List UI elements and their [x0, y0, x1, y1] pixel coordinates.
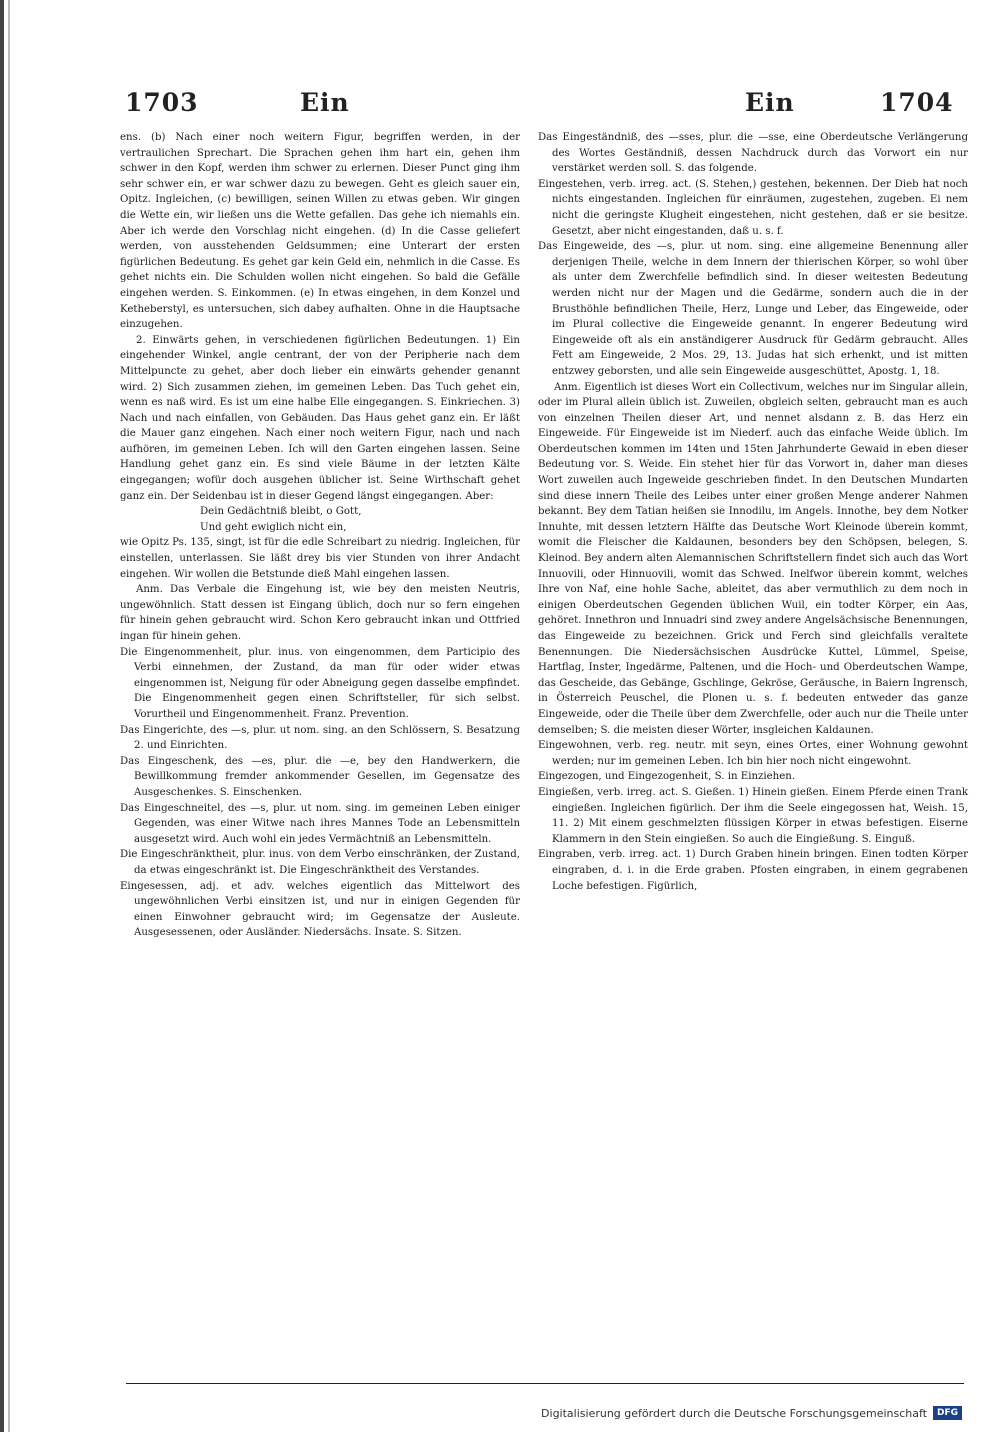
dictionary-entry: Das Eingerichte, des —s, plur. ut nom. sing. an den Schlössern, S. Besatzung 2. und Einrichten.: [120, 724, 520, 752]
page-number-right: 1704: [880, 88, 954, 117]
dictionary-entry: Eingießen, verb. irreg. act. S. Gießen. 1) Hinein gießen. Einem Pferde einen Trank eingießen. Ingleichen figürlich. Der ihm die Seele eingegossen hat, Weish. 15, 11. 2) Mit einem geschmelzten flüssigen Körper in etwas befestigen. Eiserne Klammern in den Stein eingießen. So auch die Eingießung. S. Einguß.: [538, 786, 968, 845]
dictionary-entry: Eingezogen, und Eingezogenheit, S. in Einziehen.: [538, 771, 796, 783]
running-head-right: Ein: [745, 88, 795, 117]
scan-edge: [0, 0, 4, 1432]
dictionary-entry: Eingewohnen, verb. reg. neutr. mit seyn, eines Ortes, einer Wohnung gewohnt werden; nur im gemeinen Leben. Ich bin hier noch nicht eingewohnt.: [538, 740, 968, 767]
running-head-left: Ein: [300, 88, 350, 117]
dictionary-entry: Das Eingeschneitel, des —s, plur. ut nom. sing. im gemeinen Leben einiger Gegenden, was einer Witwe nach ihres Mannes Tode an Lebensmitteln ausgesetzt wird. Auch wohl ein jedes Vermächtniß an Lebensmitteln.: [120, 802, 520, 845]
left-column: [120, 130, 520, 941]
bottom-rule: [126, 1383, 964, 1384]
scan-edge-shadow: [8, 0, 10, 1432]
verse-quote: [120, 504, 520, 535]
dictionary-entry: Die Eingeschränktheit, plur. inus. von dem Verbo einschränken, der Zustand, da etwas eingeschränkt ist. Die Eingeschränktheit des Verstandes.: [120, 849, 520, 876]
dictionary-entry: Eingesessen, adj. et adv. welches eigentlich das Mittelwort des ungewöhnlichen Verbi einsitzen ist, und nur in einigen Gegenden für einen Einwohner gebraucht wird; im Gegensatze der Ausleute. Ausgesessenen, oder Ausländer. Niedersächs. Insate. S. Sitzen.: [120, 880, 520, 939]
annotation: Anm. Das Verbale die Eingehung ist, wie bey den meisten Neutris, ungewöhnlich. Statt dessen ist Eingang üblich, doch nur so fern eingehen für hinein gehen gebraucht wird. Schon Kero gebraucht inkan und Ottfried ingan für hinein gehen.: [120, 584, 520, 642]
dictionary-entry: Das Eingeschenk, des —es, plur. die —e, bey den Handwerkern, die Bewillkommung fremder ankommender Gesellen, im Gegensatze des Ausgeschenkes. S. Einschenken.: [120, 755, 520, 798]
footer-credit: [541, 1406, 962, 1420]
paragraph: ens. (b) Nach einer noch weitern Figur, begriffen werden, in der vertraulichen Sprechart. Die Sprachen gehen ihm hart ein, gehen ihm schwer in den Kopf, werden ihm schwer zu erlernen. Dieser Punct ging ihm sehr schwer ein, er war schwer dazu zu bewegen. Geht es gleich sauer ein, Opitz. Ingleichen, (c) bewilligen, seinen Willen zu etwas geben. Wir gingen die Wette ein, wir ließen uns die Wette gefallen. Das gehe ich niemahls ein. Aber ich werde den Vorschlag nicht eingehen. (d) In die Casse geliefert werden, von ausstehenden Geldsummen; eine Unterart der ersten figürlichen Bedeutung. Es gehet gar kein Geld ein, nehmlich in die Casse. Es gehet nichts ein. Die Schulden wollen nicht eingehen. So bald die Gefälle eingehen werden. S. Einkommen. (e) In etwas eingehen, in dem Konzel und Ketheberstyl, es untersuchen, sich dabey aufhalten. Ohne in die Hauptsache einzugehen.: [120, 132, 520, 331]
page-number-left: 1703: [125, 88, 199, 117]
paragraph: 2. Einwärts gehen, in verschiedenen figürlichen Bedeutungen. 1) Ein eingehender Winkel, angle centrant, der von der Peripherie nach dem Mittelpuncte zu gehet, aber doch lieber ein einwärts gehender genannt wird. 2) Sich zusammen ziehen, im gemeinen Leben. Das Tuch gehet ein, wenn es naß wird. Es ist um eine halbe Elle eingegangen. S. Einkriechen. 3) Nach und nach einfallen, von Gebäuden. Das Haus gehet ganz ein. Er läßt die Mauer ganz eingehen. Nach einer noch weitern Figur, nach und nach aufhören, im gemeinen Leben. Ich will den Garten eingehen lassen. Seine Handlung gehet ganz ein. Es sind viele Bäume in der letzten Kälte eingegangen; wofür doch ausgehen üblicher ist. Seine Wirthschaft gehet ganz ein. Der Seidenbau ist in dieser Gegend längst eingegangen. Aber:: [120, 334, 520, 502]
dictionary-entry: Das Eingeständniß, des —sses, plur. die —sse, eine Oberdeutsche Verlängerung des Wortes Geständniß, dessen Nachdruck durch das Vorwort ein nur verstärket werden soll. S. das folgende.: [538, 132, 968, 175]
annotation: Anm. Eigentlich ist dieses Wort ein Collectivum, welches nur im Singular allein, oder im Plural allein üblich ist. Zuweilen, obgleich selten, gebraucht man es auch von einzelnen Theilen dieser Art, und nennet alsdann z. B. das Herz ein Eingeweide. Für Eingeweide ist im Niederf. auch das einfache Weide üblich. Im Oberdeutschen kommen im 14ten und 15ten Jahrhunderte Gewaid in eben dieser Bedeutung vor. S. Weide. Ein stehet hier für das Vorwort in, daher man dieses Wort zuweilen auch Ingeweide geschrieben findet. In den Deutschen Mundarten sind diese innern Theile des Leibes unter einer großen Menge anderer Nahmen bekannt. Bey dem Tatian heißen sie Innodilu, im Angels. Innothe, bey dem Notker Innuhte, mit dessen letztern Hälfte das Deutsche Wort Kleinode überein kommt, womit die Fleischer die Kaldaunen, besonders bey den Schöpsen, belegen, S. Kleinod. Bey andern alten Alemannischen Schriftstellern findet sich auch das Wort Innuovili, oder Hinnuovili, womit das Schwed. Inelfwor überein kommt, welches Ihre von Naf, eine hohle Sache, ableitet, das aber vermuthlich zu dem noch in einigen Oberdeutschen Gegenden üblichen Wuil, ein todter Körper, ein Aas, gehöret. Innethron und Innuadri sind zwey andere Angelsächsische Benennungen, das Eingeweide zu bezeichnen. Grick und Ferch sind gleichfalls veraltete Benennungen. Die Niedersächsischen Ausdrücke Kuttel, Lümmel, Speise, Hartflag, Inster, Ingedärme, Paltenen, und die Hoch- und Oberdeutschen Wampe, das Gescheide, das Gebänge, Gschlinge, Gekröse, Geräusche, in Baiern Ingrensch, in Österreich Peuschel, die Plonen u. s. f. bedeuten entweder das ganze Eingeweide, oder die Theile über dem Zwerchfelle, oder auch nur die Theile unter demselben; S. die meisten dieser Wörter, insgleichen Kaldaunen.: [538, 381, 968, 736]
footer-text: Digitalisierung gefördert durch die Deutsche Forschungsgemeinschaft: [541, 1406, 927, 1420]
paragraph: wie Opitz Ps. 135, singt, ist für die edle Schreibart zu niedrig. Ingleichen, für einstellen, unterlassen. Sie läßt drey bis vier Stunden von ihrer Andacht eingehen. Wir wollen die Betstunde dieß Mahl eingehen lassen.: [120, 537, 520, 580]
dictionary-entry: Eingestehen, verb. irreg. act. (S. Stehen,) gestehen, bekennen. Der Dieb hat noch nichts eingestanden. Ingleichen für einräumen, zugestehen, zugeben. Ei nem nicht die geringste Klugheit eingestehen, nicht gestehen, daß er sie besitze. Gesetzt, aber nicht eingestanden, daß u. s. f.: [538, 178, 968, 237]
dictionary-entry: Die Eingenommenheit, plur. inus. von eingenommen, dem Participio des Verbi einnehmen, der Zustand, da man für oder wider etwas eingenommen ist, Neigung für oder Abneigung gegen dasselbe empfindet. Die Eingenommenheit gegen einen Schriftsteller, für sich selbst. Vorurtheil und Eingenommenheit. Franz. Prevention.: [120, 646, 520, 720]
right-column: [538, 130, 968, 894]
dfg-logo-icon: DFG: [933, 1406, 962, 1420]
verse-line: Dein Gedächtniß bleibt, o Gott,: [200, 506, 362, 518]
verse-line: Und geht ewiglich nicht ein,: [200, 521, 347, 533]
dictionary-entry: Eingraben, verb. irreg. act. 1) Durch Graben hinein bringen. Einen todten Körper eingraben, d. i. in die Erde graben. Pfosten eingraben, in einem gegrabenen Loche befestigen. Figürlich,: [538, 849, 968, 892]
dictionary-entry: Das Eingeweide, des —s, plur. ut nom. sing. eine allgemeine Benennung aller derjenigen Theile, welche in dem Innern der thierischen Körper, so wohl über als unter dem Zwerchfelle befindlich sind. In dieser weitesten Bedeutung werden nicht nur der Magen und die Gedärme, sondern auch die in der Brusthöhle befindlichen Theile, Herz, Lunge und Leber, das Eingeweide, oder im Plural collective die Eingeweide genannt. In engerer Bedeutung wird Eingeweide oft als ein anständigerer Ausdruck für Gedärm gebraucht. Alles Fett am Eingeweide, 2 Mos. 29, 13. Judas hat sich erhenkt, und ist mitten entzwey geborsten, und alle sein Eingeweide ausgeschüttet, Apostg. 1, 18.: [538, 241, 968, 377]
